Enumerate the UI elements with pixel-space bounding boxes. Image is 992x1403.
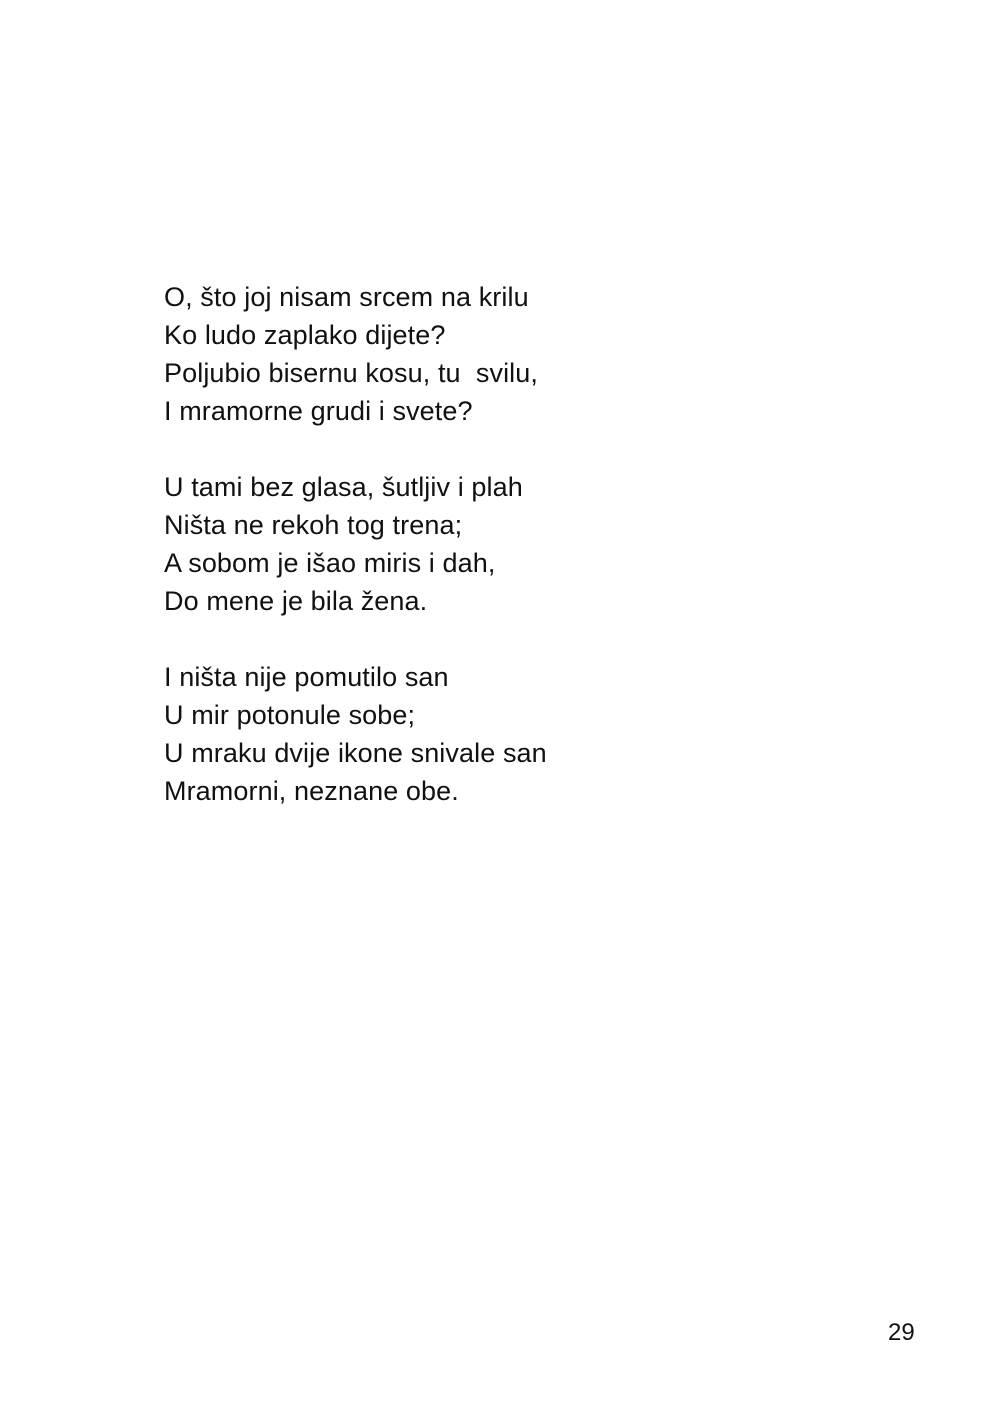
stanza-1	[164, 278, 864, 430]
poem-line: O, što joj nisam srcem na krilu	[164, 282, 529, 312]
poem-line: A sobom je išao miris i dah,	[164, 548, 496, 578]
poem-line: Ništa ne rekoh tog trena;	[164, 510, 463, 540]
poem-line: Do mene je bila žena.	[164, 586, 428, 616]
poem-line: I ništa nije pomutilo san	[164, 662, 449, 692]
poem-line: Poljubio bisernu kosu, tu svilu,	[164, 358, 538, 388]
poem-line: Mramorni, neznane obe.	[164, 776, 459, 806]
poem-line: U mir potonule sobe;	[164, 700, 416, 730]
stanza-2	[164, 468, 864, 620]
poem-line: U tami bez glasa, šutljiv i plah	[164, 472, 523, 502]
page-number: 29	[888, 1319, 915, 1346]
poem-line: Ko ludo zaplako dijete?	[164, 320, 446, 350]
poem	[164, 278, 864, 848]
stanza-3	[164, 658, 864, 810]
poem-line: I mramorne grudi i svete?	[164, 396, 473, 426]
poem-line: U mraku dvije ikone snivale san	[164, 738, 547, 768]
